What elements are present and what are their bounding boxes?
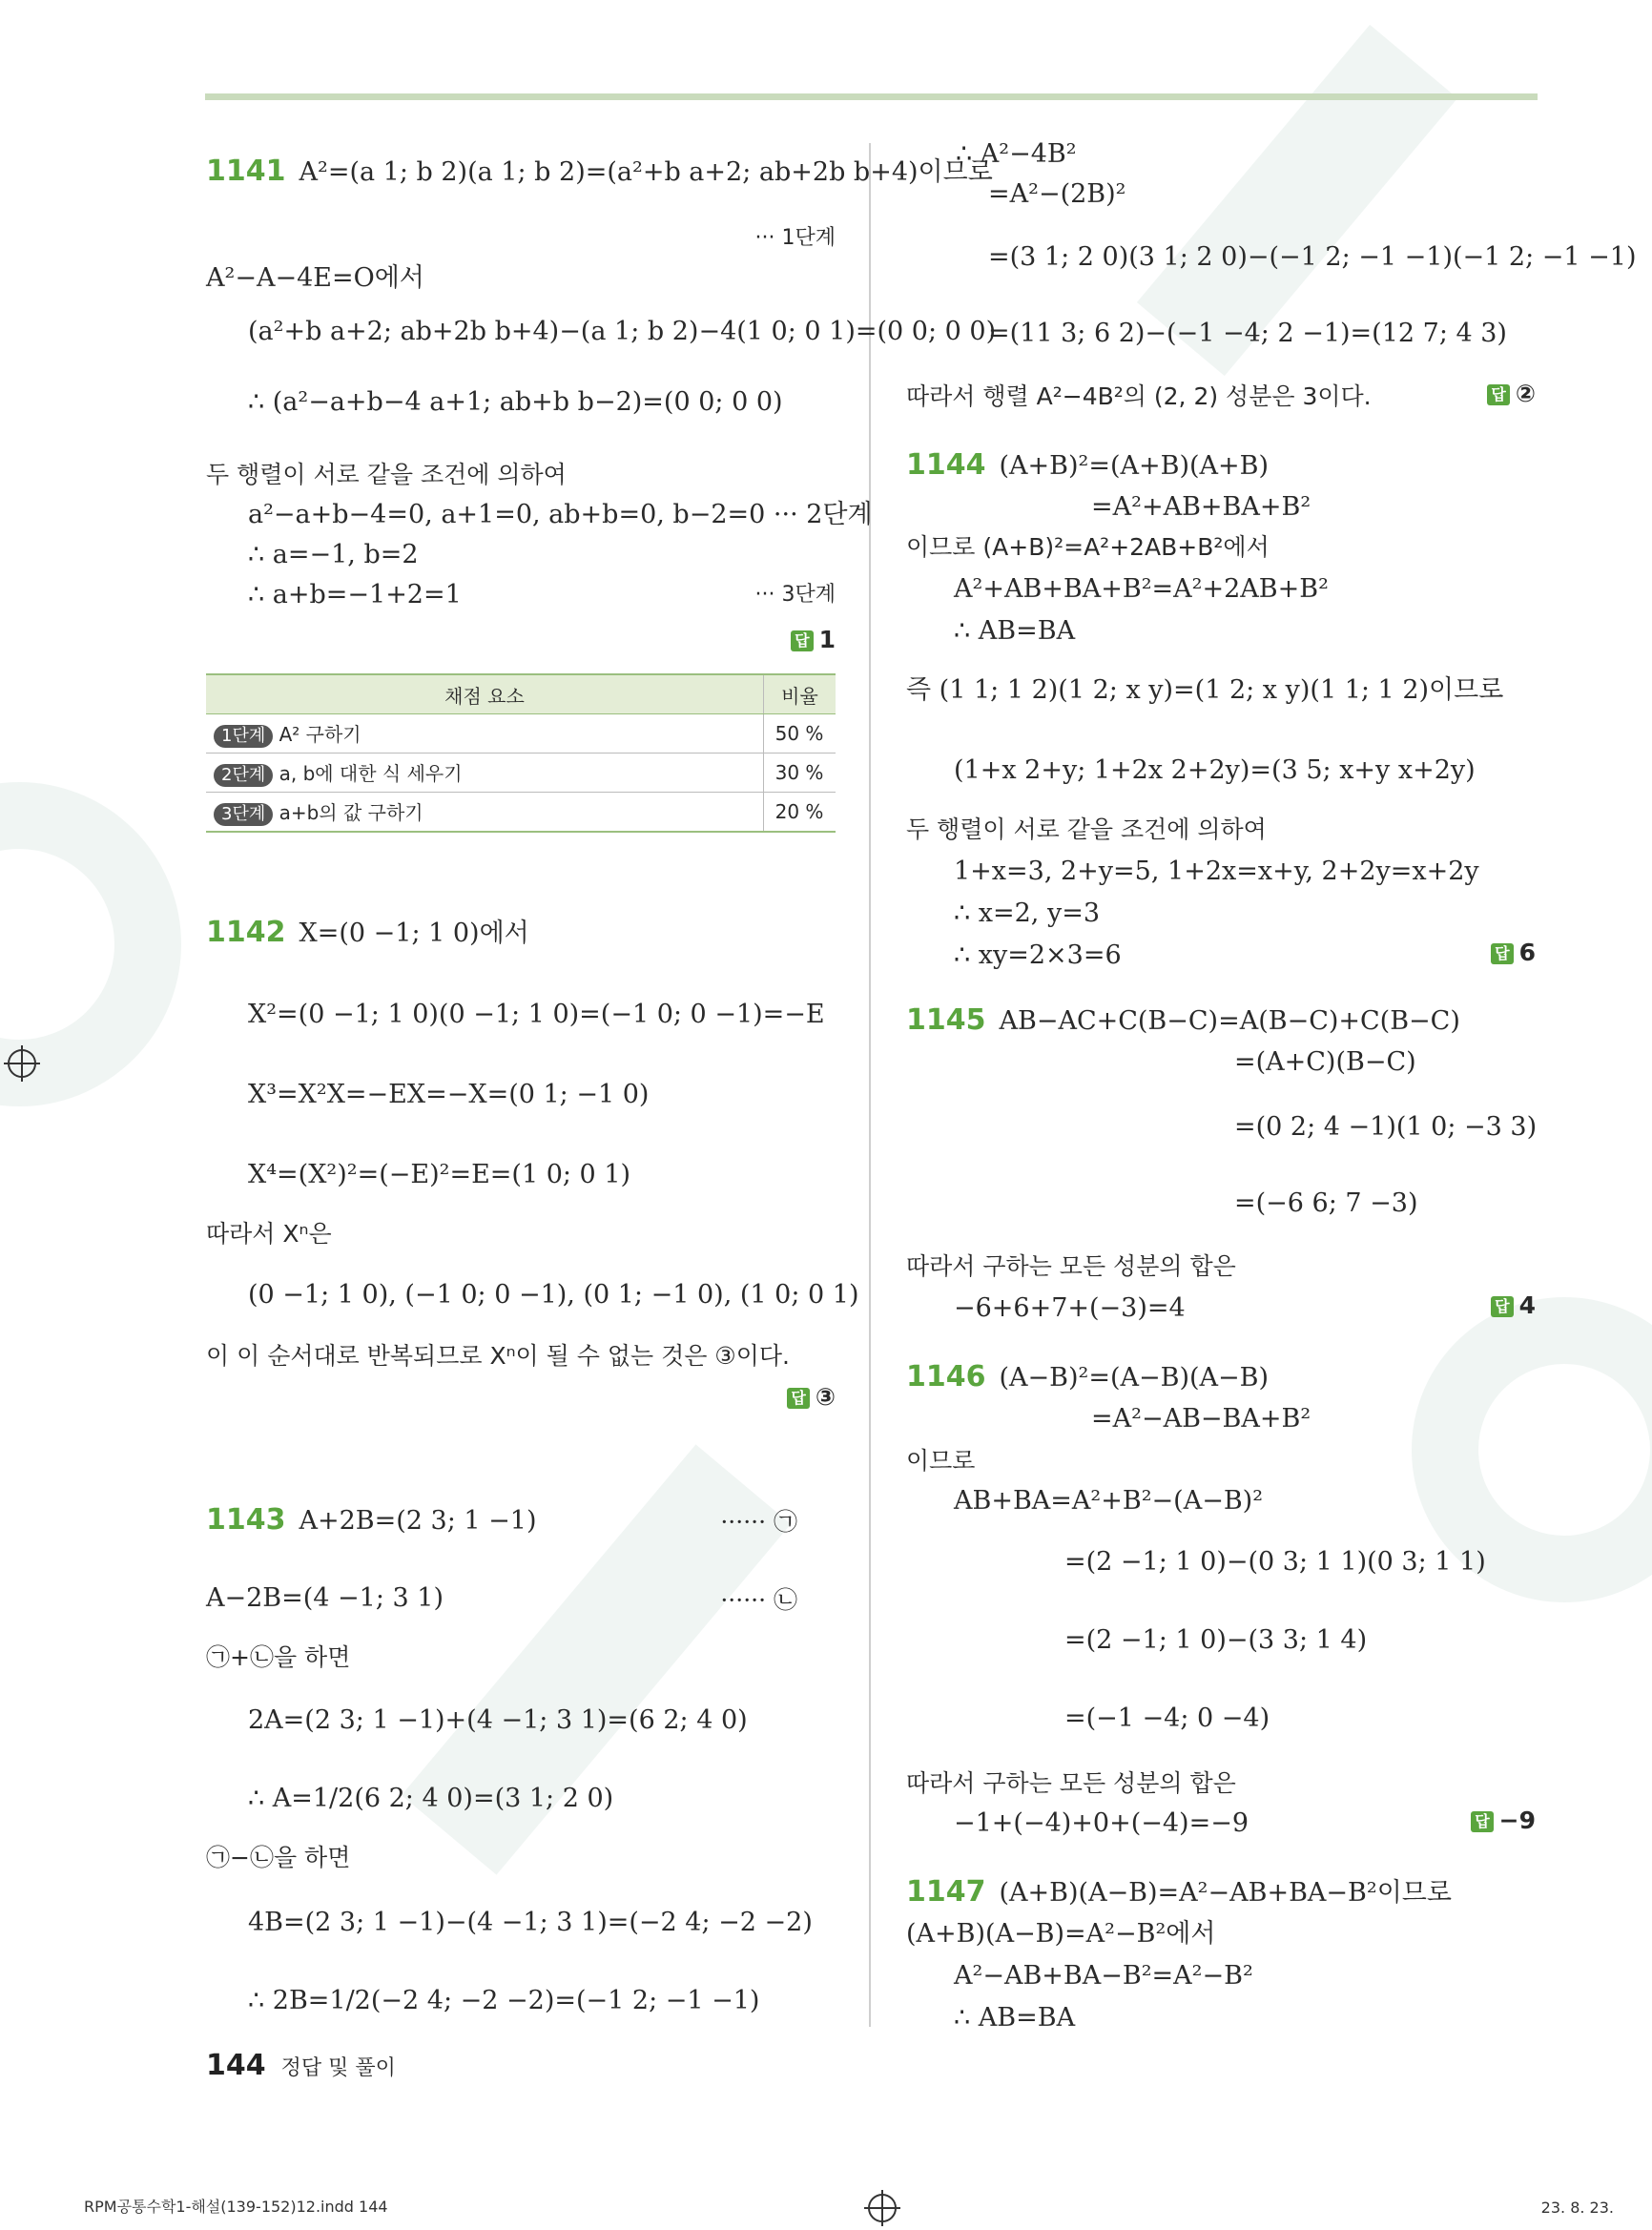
text-line: 이므로 (A+B)²=A²+2AB+B²에서 bbox=[906, 533, 1270, 561]
problem-number: 1145 bbox=[906, 1003, 986, 1037]
problem-number: 1142 bbox=[206, 916, 286, 949]
text-line: A²−A−4E=O에서 bbox=[206, 263, 424, 293]
answer-1143: 답 ② bbox=[1487, 380, 1536, 407]
equation-line: =(2 −1; 1 0)−(3 3; 1 4) bbox=[1064, 1625, 1368, 1655]
equation-label: ······ ㉠ bbox=[720, 1508, 797, 1536]
answer-1142: 답 ③ bbox=[787, 1383, 836, 1411]
equation-line: 2A=(2 3; 1 −1)+(4 −1; 3 1)=(6 2; 4 0) bbox=[248, 1705, 748, 1735]
text-line: 두 행렬이 서로 같을 조건에 의하여 bbox=[906, 816, 1267, 843]
equation-line: ∴ (a²−a+b−4 a+1; ab+b b−2)=(0 0; 0 0) bbox=[248, 387, 783, 417]
equation-line: 4B=(2 3; 1 −1)−(4 −1; 3 1)=(−2 4; −2 −2) bbox=[248, 1908, 813, 1937]
problem-1147-line-1: 1147 (A+B)(A−B)=A²−AB+BA−B²이므로 bbox=[906, 1875, 1452, 1909]
problem-number: 1141 bbox=[206, 155, 286, 188]
answer-icon: 답 bbox=[1491, 1296, 1513, 1317]
text-line: 따라서 Xⁿ은 bbox=[206, 1220, 332, 1248]
answer-1144: 답 6 bbox=[1491, 939, 1536, 966]
print-slug-date: 23. 8. 23. bbox=[1540, 2199, 1614, 2217]
equation-line: X⁴=(X²)²=(−E)²=E=(1 0; 0 1) bbox=[248, 1160, 631, 1189]
equation-label: ······ ㉡ bbox=[720, 1586, 797, 1614]
problem-number: 1147 bbox=[906, 1875, 986, 1909]
text-line: 따라서 구하는 모든 성분의 합은 bbox=[906, 1769, 1236, 1797]
registration-mark-icon bbox=[868, 2194, 897, 2222]
step-marker: ··· 3단계 bbox=[754, 583, 836, 607]
problem-1143-line-1: 1143 A+2B=(2 3; 1 −1) bbox=[206, 1503, 537, 1537]
equation-line: =(2 −1; 1 0)−(0 3; 1 1)(0 3; 1 1) bbox=[1064, 1547, 1486, 1577]
equation-line: ∴ AB=BA bbox=[954, 2003, 1076, 2033]
equation-line: =(11 3; 6 2)−(−1 −4; 2 −1)=(12 7; 4 3) bbox=[988, 319, 1507, 348]
equation-line: −1+(−4)+0+(−4)=−9 bbox=[954, 1808, 1249, 1838]
equation-line: =A²−AB−BA+B² bbox=[1091, 1404, 1311, 1434]
equation-line: =A²−(2B)² bbox=[988, 179, 1126, 209]
table-row: 1단계 A² 구하기 50 % bbox=[206, 714, 836, 754]
equation-line: A²−AB+BA−B²=A²−B² bbox=[954, 1961, 1253, 1991]
text-line: ㉠−㉡을 하면 bbox=[206, 1844, 351, 1871]
text-line: 이므로 bbox=[906, 1447, 976, 1475]
equation-line: 즉 (1 1; 1 2)(1 2; x y)=(1 2; x y)(1 1; 1 2)이므로 bbox=[906, 675, 1504, 705]
equation-line: ∴ A²−4B² bbox=[956, 139, 1077, 169]
text-line: 따라서 행렬 A²−4B²의 (2, 2) 성분은 3이다. bbox=[906, 382, 1372, 410]
equation-line: ∴ 2B=1/2(−2 4; −2 −2)=(−1 2; −1 −1) bbox=[248, 1986, 760, 2015]
equation-line: ∴ a=−1, b=2 bbox=[248, 540, 419, 569]
equation-line: ∴ a+b=−1+2=1 bbox=[248, 580, 462, 609]
scoring-table bbox=[206, 673, 836, 833]
equation-line: =(−6 6; 7 −3) bbox=[1234, 1188, 1418, 1218]
equation-line: a²−a+b−4=0, a+1=0, ab+b=0, b−2=0 ··· 2단계 bbox=[248, 500, 873, 529]
footer-label: 정답 및 풀이 bbox=[280, 2056, 396, 2080]
problem-1145-line-1: 1145 AB−AC+C(B−C)=A(B−C)+C(B−C) bbox=[906, 1003, 1460, 1037]
answer-icon: 답 bbox=[787, 1388, 809, 1409]
equation-line: 1+x=3, 2+y=5, 1+2x=x+y, 2+2y=x+2y bbox=[954, 857, 1479, 886]
problem-number: 1144 bbox=[906, 448, 986, 482]
table-row: 2단계 a, b에 대한 식 세우기 30 % bbox=[206, 754, 836, 793]
answer-icon: 답 bbox=[791, 630, 813, 651]
answer-1146: 답 −9 bbox=[1471, 1807, 1536, 1834]
problem-1141-line-1: 1141 A²=(a 1; b 2)(a 1; b 2)=(a²+b a+2; ab+2b b+4)이므로 bbox=[206, 155, 993, 188]
equation-line: ∴ x=2, y=3 bbox=[954, 898, 1101, 928]
equation-line: A−2B=(4 −1; 3 1) bbox=[206, 1583, 444, 1613]
print-slug-file: RPM공통수학1-해설(139-152)12.indd 144 bbox=[84, 2198, 388, 2216]
equation-line: −6+6+7+(−3)=4 bbox=[954, 1293, 1186, 1323]
table-header: 비율 bbox=[764, 674, 836, 714]
equation-line: (1+x 2+y; 1+2x 2+2y)=(3 5; x+y x+2y) bbox=[954, 755, 1476, 785]
equation-line: =A²+AB+BA+B² bbox=[1091, 492, 1311, 522]
equation-line: =(0 2; 4 −1)(1 0; −3 3) bbox=[1234, 1112, 1538, 1142]
answer-icon: 답 bbox=[1471, 1811, 1493, 1832]
equation-line: (a²+b a+2; ab+2b b+4)−(a 1; b 2)−4(1 0; 0 1)=(0 0; 0 0) bbox=[248, 317, 997, 346]
problem-1142-line-1: 1142 X=(0 −1; 1 0)에서 bbox=[206, 916, 529, 949]
registration-mark-icon bbox=[8, 1049, 36, 1078]
table-header: 채점 요소 bbox=[206, 674, 764, 714]
table-row: 3단계 a+b의 값 구하기 20 % bbox=[206, 793, 836, 833]
equation-line: =(A+C)(B−C) bbox=[1234, 1047, 1416, 1077]
equation-line: X³=X²X=−EX=−X=(0 1; −1 0) bbox=[248, 1080, 650, 1109]
equation-line: AB+BA=A²+B²−(A−B)² bbox=[954, 1486, 1264, 1516]
text-line: ㉠+㉡을 하면 bbox=[206, 1643, 351, 1671]
problem-1144-line-1: 1144 (A+B)²=(A+B)(A+B) bbox=[906, 448, 1270, 482]
equation-line: =(−1 −4; 0 −4) bbox=[1064, 1703, 1270, 1733]
top-rule bbox=[205, 93, 1538, 100]
problem-1146-line-1: 1146 (A−B)²=(A−B)(A−B) bbox=[906, 1360, 1270, 1394]
equation-line: (0 −1; 1 0), (−1 0; 0 −1), (0 1; −1 0), (1 0; 0 1) bbox=[248, 1280, 859, 1310]
answer-icon: 답 bbox=[1487, 384, 1509, 405]
equation-line: ∴ A=1/2(6 2; 4 0)=(3 1; 2 0) bbox=[248, 1784, 614, 1813]
problem-number: 1143 bbox=[206, 1503, 286, 1537]
problem-number: 1146 bbox=[906, 1360, 986, 1394]
text-line: 따라서 구하는 모든 성분의 합은 bbox=[906, 1252, 1236, 1280]
text-line: 두 행렬이 서로 같을 조건에 의하여 bbox=[206, 461, 567, 488]
answer-icon: 답 bbox=[1491, 943, 1513, 964]
answer-1141: 답 1 bbox=[791, 626, 836, 653]
column-divider bbox=[869, 143, 871, 2027]
equation-line: A²+AB+BA+B²=A²+2AB+B² bbox=[954, 574, 1329, 604]
equation-line: =(3 1; 2 0)(3 1; 2 0)−(−1 2; −1 −1)(−1 2; −1 −1) bbox=[988, 242, 1637, 272]
equation-line: (A+B)(A−B)=A²−B²에서 bbox=[906, 1919, 1216, 1949]
text-line: 이 이 순서대로 반복되므로 Xⁿ이 될 수 없는 것은 ③이다. bbox=[206, 1342, 790, 1370]
step-marker: ··· 1단계 bbox=[754, 226, 836, 250]
equation-line: X²=(0 −1; 1 0)(0 −1; 1 0)=(−1 0; 0 −1)=−E bbox=[248, 1000, 825, 1029]
page-footer bbox=[206, 2049, 396, 2082]
equation-line: ∴ xy=2×3=6 bbox=[954, 940, 1122, 970]
answer-1145: 답 4 bbox=[1491, 1291, 1536, 1319]
page-number: 144 bbox=[206, 2049, 266, 2082]
equation-line: ∴ AB=BA bbox=[954, 616, 1076, 646]
